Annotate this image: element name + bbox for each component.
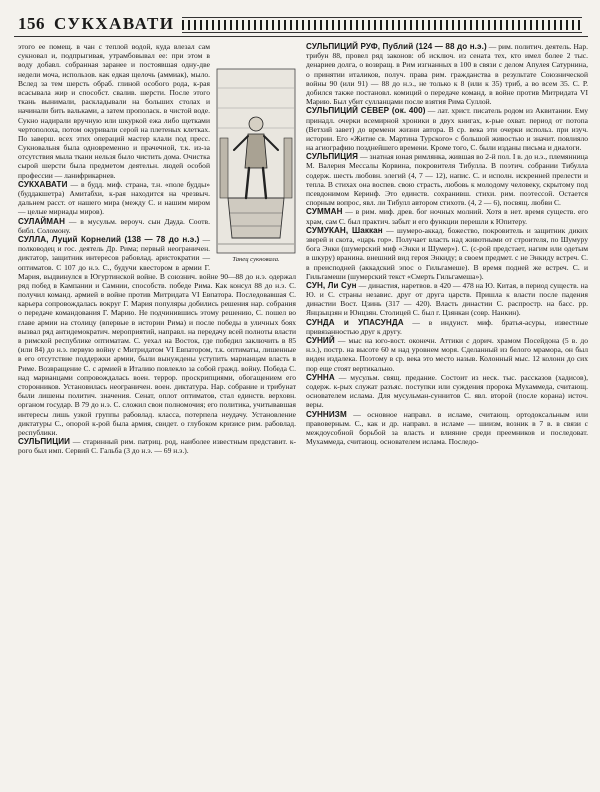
fuller-dance-illustration	[216, 68, 296, 264]
figure-caption: Танец сукновала.	[232, 255, 280, 263]
entry-headword: СУЛЬПИЦИЙ СЕВЕР (ок. 400)	[306, 106, 426, 116]
entry-sulpicius-rufus	[306, 42, 588, 106]
entry-headword: СУЛЬПИЦИЯ	[306, 152, 359, 162]
page-header	[14, 14, 588, 34]
entry-sunnism	[306, 410, 588, 447]
entry-body: — рим. политич. деятель. Нар. трибун 88, провел ряд законов: об исключ. из сената тех, кто имел более 2 тыс. денариев долга, о возвращ. в Рим изгнанных в 100 в связи с делом Апулея Сатурнина, о принятии италиков, получ. права рим. гражданства в результате Союзнической войны 90 (или 91) — 88 до н.э., не только к 8 (или к 35) триб, а во всем 35. С. Р. добился также постановл. комиций о передаче команд. в войне против Митридата VI Марию. Был убит сулланцами после взятия Рима Суллой.	[306, 42, 588, 107]
entry-sun-dynasty	[306, 281, 588, 318]
entry-sumukan	[306, 226, 588, 281]
entry-headword: СУЛАЙМАН	[18, 216, 66, 226]
entry-body: — основное направл. в исламе, считающ. ортодоксальным или правоверным. С., как и др. направл. в исламе — шиизм, возник в 7 в. в связи с междоусобной борьбой за власть и влияние среди преемников и последоват. Мухаммеда, считающ. основателем ислама. Последо-	[306, 409, 588, 447]
entry-body: — полководец и гос. деятель Др. Рима; первый неограничен. диктатор, защитник интересов рабовлад. аристократии — оптиматов. С 107 до н.э. С., будучи квестором в армии Г. Мария, выдвинулся в Югуртинской войне. В союзнич. войне 90—88 до н.э. одержал ряд побед в Кампании и Самнии, способств. победе Рима. Как консул 88 до н.э. С. получил команд. армией в войне против Митридата VI Евпатора. Последовавшая С. карьера сопровождалась вокруг Г. Мария популяры добились решения нар. собрания о передаче командования Г. Марию. Не подчинившись этому решению, С. пошел во главе армии на столицу (впервые в истории Рима) и после победы в уличных боях вызвал ряд антидемократич. мероприятий, направл. на передачу всей полноты власти в римской республике оптиматам. С. уехал на Восток, где победил заключить в 85 (или 84) до н.э. первую войну с Митридатом VI Евпатором, т.к. оптиматы, лишенные в его отсутствие поддержки армии, были вынуждены уступить марианцам власть в Риме. Возвращение С. с армией в Италию повлекло за собой гражд. войну. Победа С. над марианцами сопровождалась воен. террор. проскрипциями, обогащением его сторонников. Установилась неограничен. воен. диктатура. Нар. собрание и трибунат были лишены политич. значения. Сенат, оплот оптиматов, стал единств. верховн. органом государ. В 79 до н.э. С. сложил свои полномочия; его политика, учитывавшая интересы лишь узкой группы рабовлад. класса, потерпела неудачу. Установление диктатуры С., опорой к-рой была армия, свидет. о глубоком кризисе рим. рабовлад. республики.	[18, 234, 296, 437]
entry-summanus	[306, 207, 588, 225]
entry-headword: СУЛЬПИЦИИ	[18, 437, 71, 447]
entry-headword: СУММАН	[306, 207, 343, 217]
entry-headword: СУНИЙ	[306, 336, 335, 345]
entry-body: — мусульм. свящ. предание. Состоит из неск. тыс. рассказов (хадисов), содерж. к-рых служат разъяс. поступки или суждения пророка Мухаммеда, считающ. основателем ислама. Для мусульман-суннитов С. явл. второй (после корана) источ. веры.	[306, 372, 588, 410]
entry-sulpicia	[306, 152, 588, 207]
entry-body: — в индуист. миф. братья-асуры, известные привязанностью друг к другу.	[306, 317, 589, 336]
running-head: СУКХАВАТИ	[54, 14, 175, 33]
entry-body: — лат. христ. писатель родом из Аквитании. Ему принадл. очерки всемирной хроники в двух книгах, к-рые охват. период от потопа (Ветхий завет) до времени жизни автора. В ср. века эти очерки использ. при изуч. истории. Его «Житие св. Мартина Турского» с большой живостью и значит. повлияло на агиографию позднейшего времени. Кроме того, С. были изданы письма и диалоги.	[306, 106, 588, 153]
intro-text: этого ее помещ. в чан с теплой водой, куда влезал сам сукновал и, подпрыгивая, утрамбовывал ее: при этом в воду добавл. собранная заранее и постоявшая одну-две недели моча, использов. как едкая щелочь (аммиак), мыло. Вслед за тем шерсть обраб. глиной особого рода, к-рая всасывала жир и способст. свалив. шерсти. После этого ткань вынимали, раскладывали на больших столах и начинали бить вальками, а затем прополаск. в чистой воде. Сукно надирали вручную или шкуркой ежа либо щетками чертополоха, потом окуривали серой на плетеных клетках. По заверш. всех этих операций мастер клали под пресс. Сукновальня была одновременно и прачечной, т.к. из-за отсутствия мыла ткани нельзя было чистить дома. Очистка сырой шерсти была предметом деятельн. людей особой профессии — ланифрикарнев.	[18, 42, 210, 180]
entry-body: — династия, наретвов. в 420 — 478 на Ю. Китая, в период существ. на Ю. и С. страны независ. друг от друга царств. Пришла к власти после падения династии Вост. Цзинь (317 — 420). Власть династии С. распростр. на басс. рр. Янцзыцзян и Юнцзян. Столицей С. был г. Цзянкан (совр. Нанкин).	[306, 280, 588, 318]
entry-headword: СУЛЛА, Луций Корнелий (138 — 78 до н.э.)	[18, 234, 200, 244]
entry-body: — в мусульм. вероуч. сын Дауда. Соотв. библ. Соломону.	[18, 216, 210, 235]
entry-headword: СУНДА и УПАСУНДА	[306, 317, 404, 327]
entry-sunion	[306, 336, 588, 373]
entry-sunda-upasunda	[306, 318, 588, 336]
entry-sunna	[306, 373, 588, 410]
entry-headword: СУМУКАН, Шаккан	[306, 225, 383, 235]
entry-body: — старинный рим. патриц. род, наиболее известным представит. к-рого был имп. Сервий С. Гальба (3 до н.э. — 69 н.э.).	[18, 437, 296, 456]
header-ornament	[182, 17, 582, 33]
entry-body: — мыс на юго-вост. оконечн. Аттики с дорич. храмом Посейдона (5 в. до н.э.), постр. на высоте 60 м над уровнем моря. Сделанный из белого мрамора, он был виден издалека. Поэтому в ср. века это место назыв. Колонный мыс. 12 колонн до сих пор еще стоят вертикально.	[306, 336, 588, 373]
header-rule	[14, 36, 588, 37]
entry-sulpicii	[18, 437, 296, 455]
entry-body: — знатная юная римлянка, жившая во 2-й пол. I в. до н.э., племянница М. Валерия Мессалы Корвина, покровителя Тибулла. В поэтич. собрании Тибулла содерж. шесть любовн. элегий (4, 7 — 12), напис. С. и исполн. искренней прелести и тепла. В стихах она воспев. свою страсть, любовь к молодому человеку, скрытому под псевдонимом Керинф. Это единств. сохранивш. стихи. рим. поэтессой. Остается спорным вопрос, явл. ли Тибулл автором стихотв. (4, 2 — 6), посвящ. любви С.	[306, 152, 588, 208]
entry-body: — в будд. миф. страна, т.н. «поле будды» (буддакшетра) Амитабхи, к-рая находится на чрезвыч. дальнем расст. от нашего мира (между С. и нашим миром — целые мириады миров).	[18, 179, 210, 217]
entry-sulla	[18, 235, 296, 437]
entry-headword: СУННИЗМ	[306, 409, 347, 419]
entry-sulpicius-severus	[306, 106, 588, 152]
entry-headword: СУКХАВАТИ	[18, 179, 68, 189]
fuller-figure-drawing	[216, 68, 296, 254]
right-column	[306, 42, 588, 446]
page-number: 156	[18, 14, 45, 33]
entry-headword: СУЛЬПИЦИЙ РУФ, Публий (124 — 88 до н.э.)	[306, 42, 487, 51]
entry-headword: СУН, Ли Сун	[306, 280, 357, 290]
entry-headword: СУННА	[306, 372, 335, 382]
entry-body: — в рим. миф. древ. бог ночных молний. Хотя в нет. время существ. его храм, сам С. был практич. забыт и его функции перешли к Юпитеру.	[306, 207, 588, 226]
left-column	[18, 42, 296, 455]
entry-body: — шумеро-аккад. божество, покровитель и защитник диких зверей и скота, «царь гор». Получает власть над животными от строителя, по Шумуру бога Энки (шумерский миф «Энки и Шумер»). С. (с-рой предстает, нагим или одетым в шкуру) вранина. внешний вид героя Энкиду; в своем предмет. с не Энкиду встреч. С. в преисподней (аккадский эпос о Гильгамеше). В время подней же встреч. С. и Гильгамеши (шумерский текст «Смерть Гильгамеша»).	[306, 225, 588, 281]
